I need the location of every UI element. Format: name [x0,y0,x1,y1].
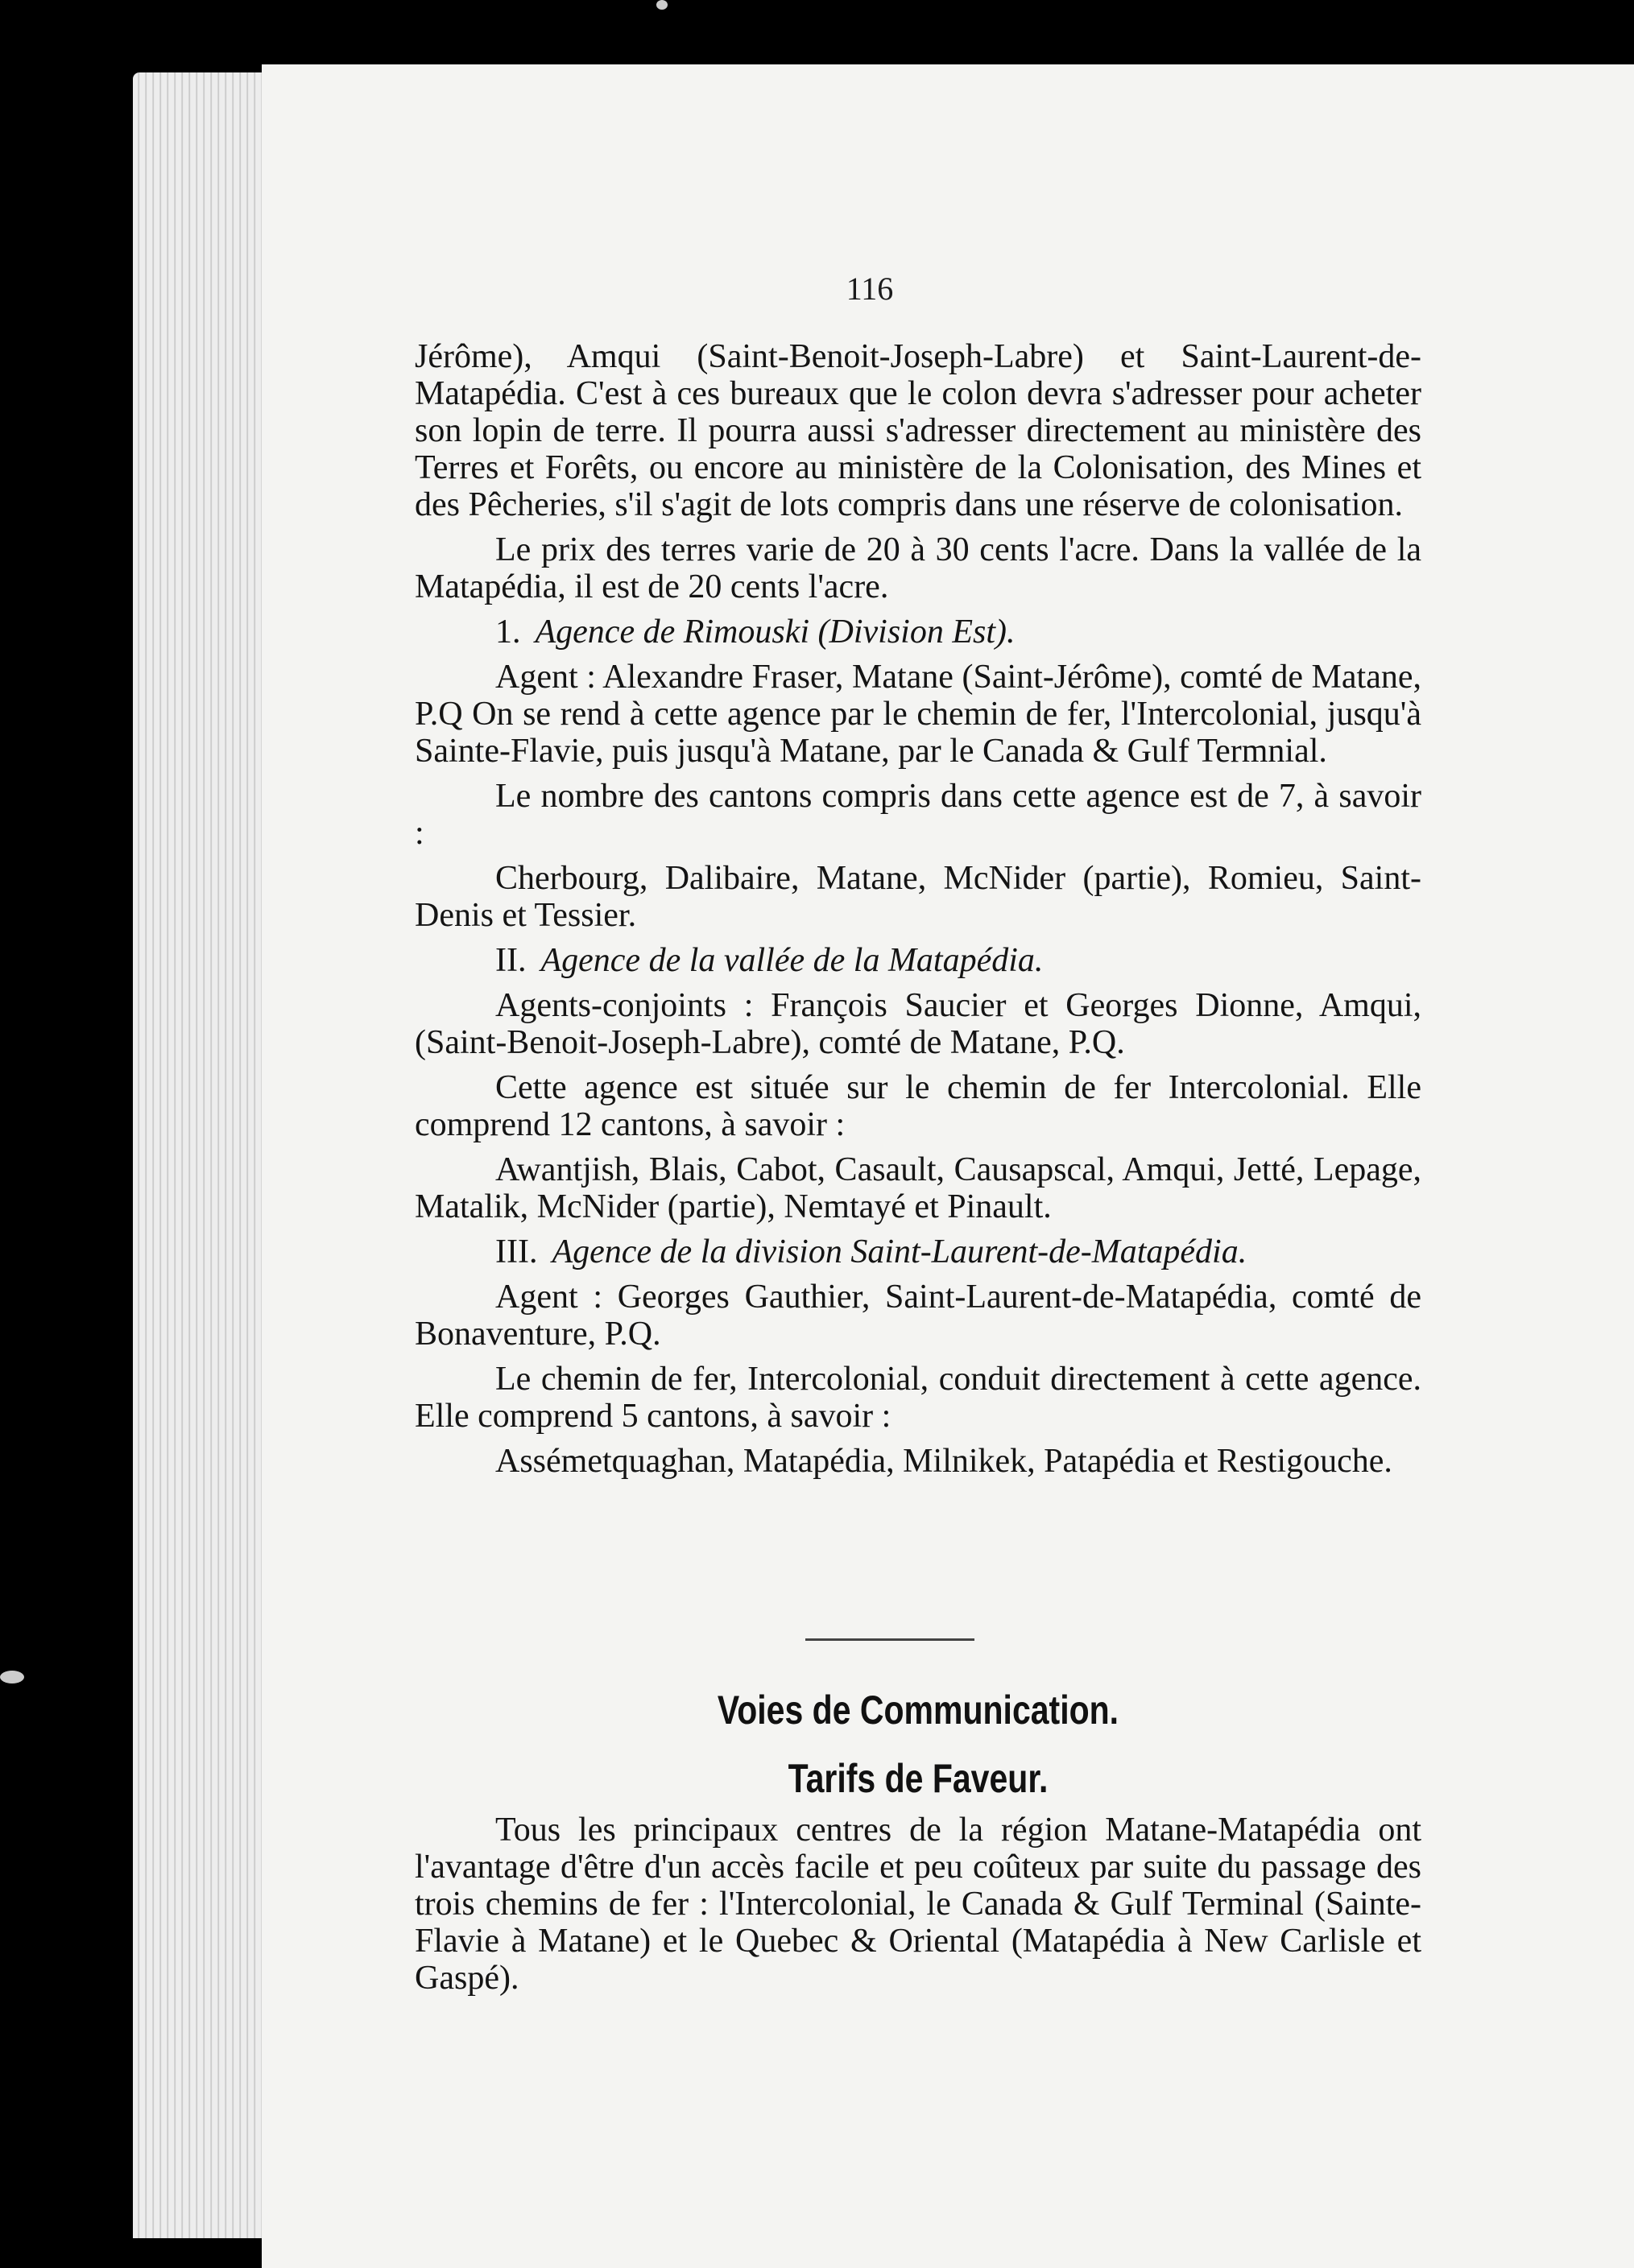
body-text [415,338,1421,1488]
agency-1-numeral: 1. [495,613,521,651]
speck-top [656,0,668,10]
agency-3-cantons: Assémetquaghan, Matapédia, Milnikek, Patapédia et Restigouche. [495,1443,1392,1480]
agency-3-name: Agence de la division Saint-Laurent-de-Matapédia. [552,1233,1247,1270]
agency-1-name: Agence de Rimouski (Division Est). [535,613,1016,651]
agency-2-numeral: II. [495,942,527,979]
closing-text [415,1812,1421,1997]
agency-3-note: Le chemin de fer, Intercolonial, conduit directement à cette agence. Elle comprend 5 cantons, à savoir : [415,1361,1421,1435]
agency-2-cantons: Awantjish, Blais, Cabot, Casault, Causapscal, Amqui, Jetté, Lepage, Matalik, McNider (partie), Nemtayé et Pinault. [415,1151,1421,1225]
section-heading-voies: Voies de Communication. [717,1688,1119,1733]
paragraph-closing: Tous les principaux centres de la région Matane-Matapédia ont l'avantage d'être d'un accès facile et peu coûteux par suite du passage des trois chemins de fer : l'Intercolonial, le Canada & Gulf Terminal (Sainte-Flavie à Matane) et le Quebec & Oriental (Matapédia à New Carlisle et Gaspé). [415,1812,1421,1997]
paragraph-prix: Le prix des terres varie de 20 à 30 cents l'acre. Dans la vallée de la Matapédia, il est de 20 cents l'acre. [415,531,1421,605]
agency-1-title [415,613,1421,651]
page-number: 116 [846,271,894,307]
agency-2-note: Cette agence est située sur le chemin de fer Intercolonial. Elle comprend 12 cantons, à savoir : [415,1069,1421,1143]
agency-3-agent: Agent : Georges Gauthier, Saint-Laurent-de-Matapédia, comté de Bonaventure, P.Q. [415,1279,1421,1353]
paragraph-intro: Jérôme), Amqui (Saint-Benoit-Joseph-Labre) et Saint-Laurent-de-Matapédia. C'est à ces bureaux que le colon devra s'adresser pour acheter son lopin de terre. Il pourra aussi s'adresser directement au ministère des Terres et Forêts, ou encore au ministère de la Colonisation, des Mines et des Pêcheries, s'il s'agit de lots compris dans une réserve de colonisation. [415,338,1421,523]
agency-2-title [415,942,1421,979]
agency-2-name: Agence de la vallée de la Matapédia. [540,942,1044,979]
agency-1-agent: Agent : Alexandre Fraser, Matane (Saint-Jérôme), comté de Matane, P.Q On se rend à cette agence par le chemin de fer, l'Intercolonial, jusqu'à Sainte-Flavie, puis jusqu'à Matane, par le Canada & Gulf Termnial. [415,659,1421,770]
speck-left [0,1671,24,1683]
agency-2-agent: Agents-conjoints : François Saucier et Georges Dionne, Amqui, (Saint-Benoit-Joseph-Labre), comté de Matane, P.Q. [415,987,1421,1061]
book-page-edges [133,72,262,2238]
section-heading-tarifs: Tarifs de Faveur. [788,1756,1049,1801]
agency-3-numeral: III. [495,1233,538,1270]
agency-3-title [415,1233,1421,1270]
agency-1-cantons: Cherbourg, Dalibaire, Matane, McNider (partie), Romieu, Saint-Denis et Tessier. [415,860,1421,934]
section-divider [805,1638,974,1641]
agency-1-note: Le nombre des cantons compris dans cette agence est de 7, à savoir : [415,778,1421,852]
